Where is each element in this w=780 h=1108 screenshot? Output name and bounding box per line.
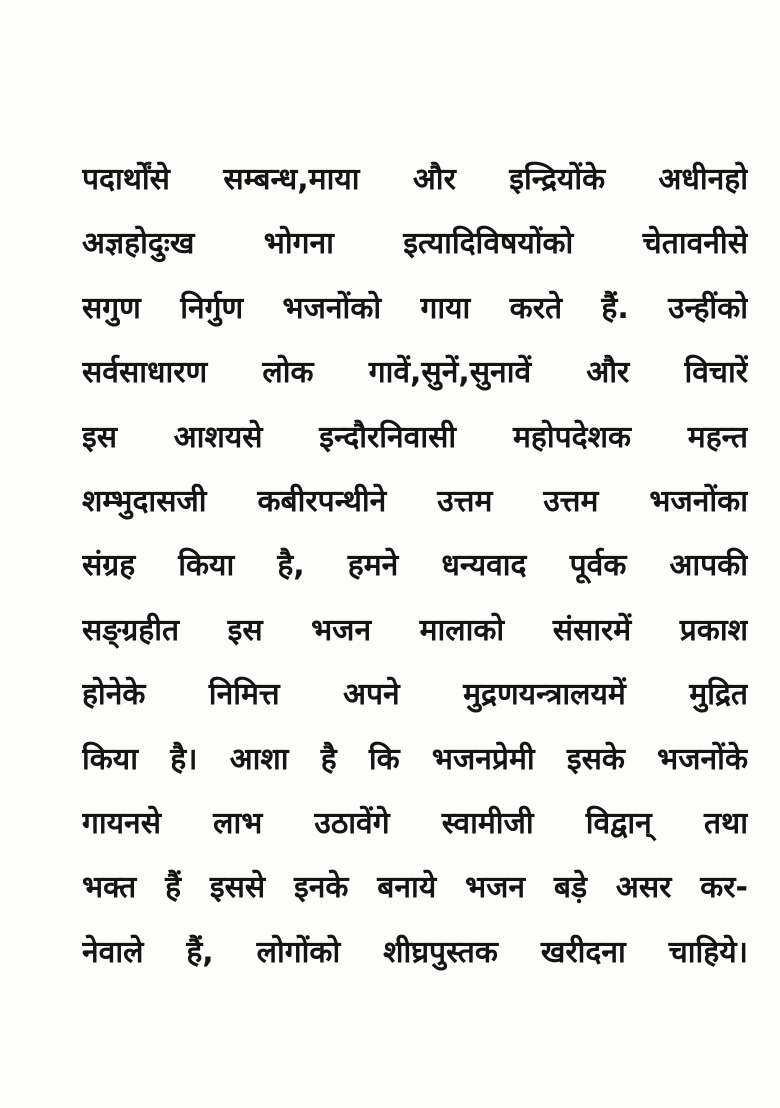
text-line-2: अज्ञहोदुःख भोगना इत्यादिविषयोंको चेतावनीसे: [82, 226, 748, 262]
text-line-13: नेवाले हैं, लोगोंको शीघ्रपुस्तक खरीदना चाहिये।: [82, 934, 748, 970]
text-line-6: शम्भुदासजी कबीरपन्थीने उत्तम उत्तम भजनोंका: [82, 483, 748, 519]
body-text: [82, 148, 748, 985]
text-line-7: संग्रह किया है, हमने धन्यवाद पूर्वक आपकी: [82, 548, 748, 584]
text-line-4: सर्वसाधारण लोक गावें,सुनें,सुनावें और विचारें: [82, 355, 748, 391]
text-line-1: पदार्थोंसे सम्बन्ध,माया और इन्द्रियोंके अधीनहो: [82, 162, 748, 197]
text-line-10: किया है। आशा है कि भजनप्रेमी इसके भजनोंके: [82, 741, 748, 777]
text-line-3: सगुण निर्गुण भजनोंको गाया करते हैं. उन्हींको: [82, 290, 748, 326]
text-line-11: गायनसे लाभ उठावेंगे स्वामीजी विद्वान् तथा: [82, 805, 748, 841]
text-line-9: होनेके निमित्त अपने मुद्रणयन्त्रालयमें मुद्रित: [82, 677, 748, 713]
text-line-5: इस आशयसे इन्दौरनिवासी महोपदेशक महन्त: [82, 419, 748, 455]
text-line-8: सङ्ग्रहीत इस भजन मालाको संसारमें प्रकाश: [82, 612, 748, 648]
text-line-12: भक्त हैं इससे इनके बनाये भजन बड़े असर कर-: [82, 870, 748, 906]
